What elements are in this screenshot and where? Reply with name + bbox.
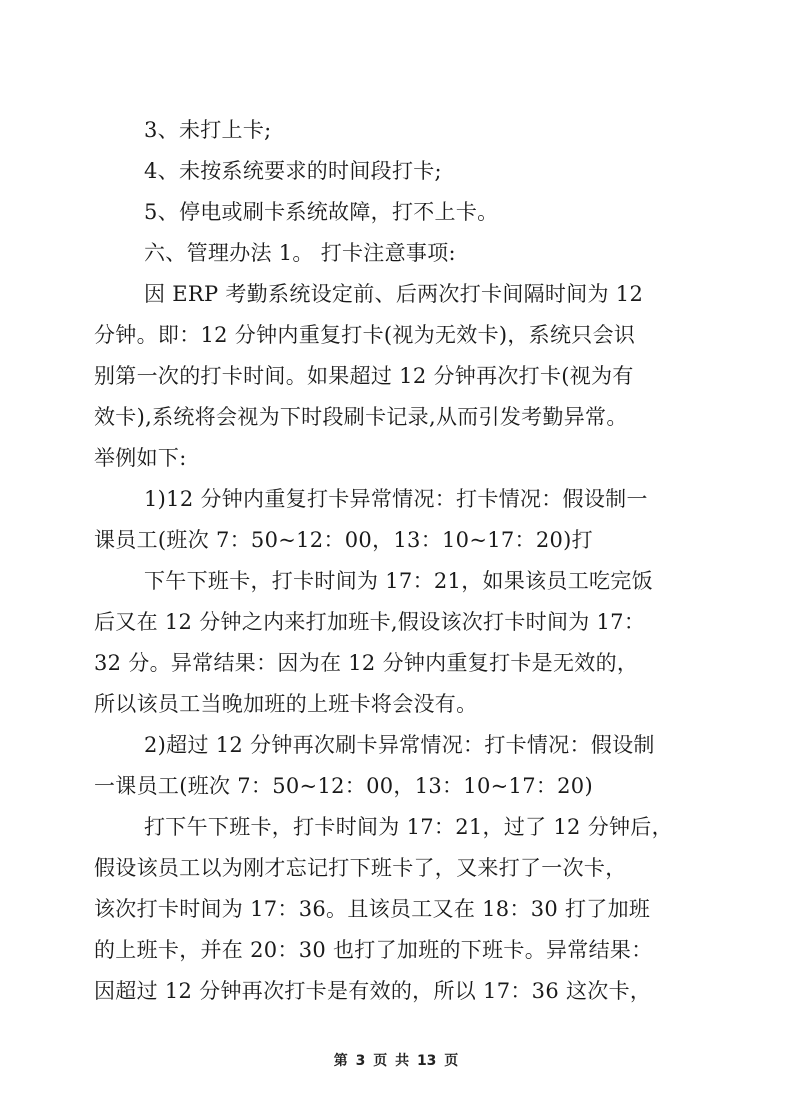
text-line: 下午下班卡，打卡时间为 17：21，如果该员工吃完饭 xyxy=(144,569,653,593)
text-line: 举例如下: xyxy=(94,446,187,470)
text-line: 别第一次的打卡时间。如果超过 12 分钟再次打卡(视为有 xyxy=(94,364,634,388)
text-line: 该次打卡时间为 17：36。且该员工又在 18：30 打了加班 xyxy=(94,897,651,921)
text-line: 4、未按系统要求的时间段打卡; xyxy=(144,159,442,183)
page-number-footer: 第 3 页 共 13 页 xyxy=(333,1053,459,1069)
text-line: 假设该员工以为刚才忘记打下班卡了，又来打了一次卡， xyxy=(94,856,627,880)
text-line: 因超过 12 分钟再次打卡是有效的，所以 17：36 这次卡， xyxy=(94,979,652,1003)
text-line: 效卡),系统将会视为下时段刷卡记录,从而引发考勤异常。 xyxy=(94,405,628,429)
text-line: 一课员工(班次 7：50~12：00，13：10~17：20) xyxy=(94,774,593,798)
text-line: 打下午下班卡，打卡时间为 17：21，过了 12 分钟后， xyxy=(144,815,673,839)
text-line: 的上班卡，并在 20：30 也打了加班的下班卡。异常结果： xyxy=(94,938,653,962)
text-line: 分钟。即：12 分钟内重复打卡(视为无效卡)，系统只会识 xyxy=(94,323,636,347)
text-line: 5、停电或刷卡系统故障，打不上卡。 xyxy=(144,200,499,224)
text-line: 后又在 12 分钟之内来打加班卡,假设该次打卡时间为 17： xyxy=(94,610,646,634)
text-line: 1)12 分钟内重复打卡异常情况：打卡情况：假设制一 xyxy=(144,487,648,511)
text-line: 3、未打上卡; xyxy=(144,118,272,142)
text-line: 课员工(班次 7：50~12：00，13：10~17：20)打 xyxy=(94,528,593,552)
section-heading: 六、管理办法 1。 打卡注意事项: xyxy=(144,241,456,265)
document-body xyxy=(94,110,700,1012)
text-line: 所以该员工当晚加班的上班卡将会没有。 xyxy=(94,692,478,716)
text-line: 2)超过 12 分钟再次刷卡异常情况：打卡情况：假设制 xyxy=(144,733,655,757)
text-line: 因 ERP 考勤系统设定前、后两次打卡间隔时间为 12 xyxy=(144,282,644,306)
text-line: 32 分。异常结果：因为在 12 分钟内重复打卡是无效的， xyxy=(94,651,639,675)
